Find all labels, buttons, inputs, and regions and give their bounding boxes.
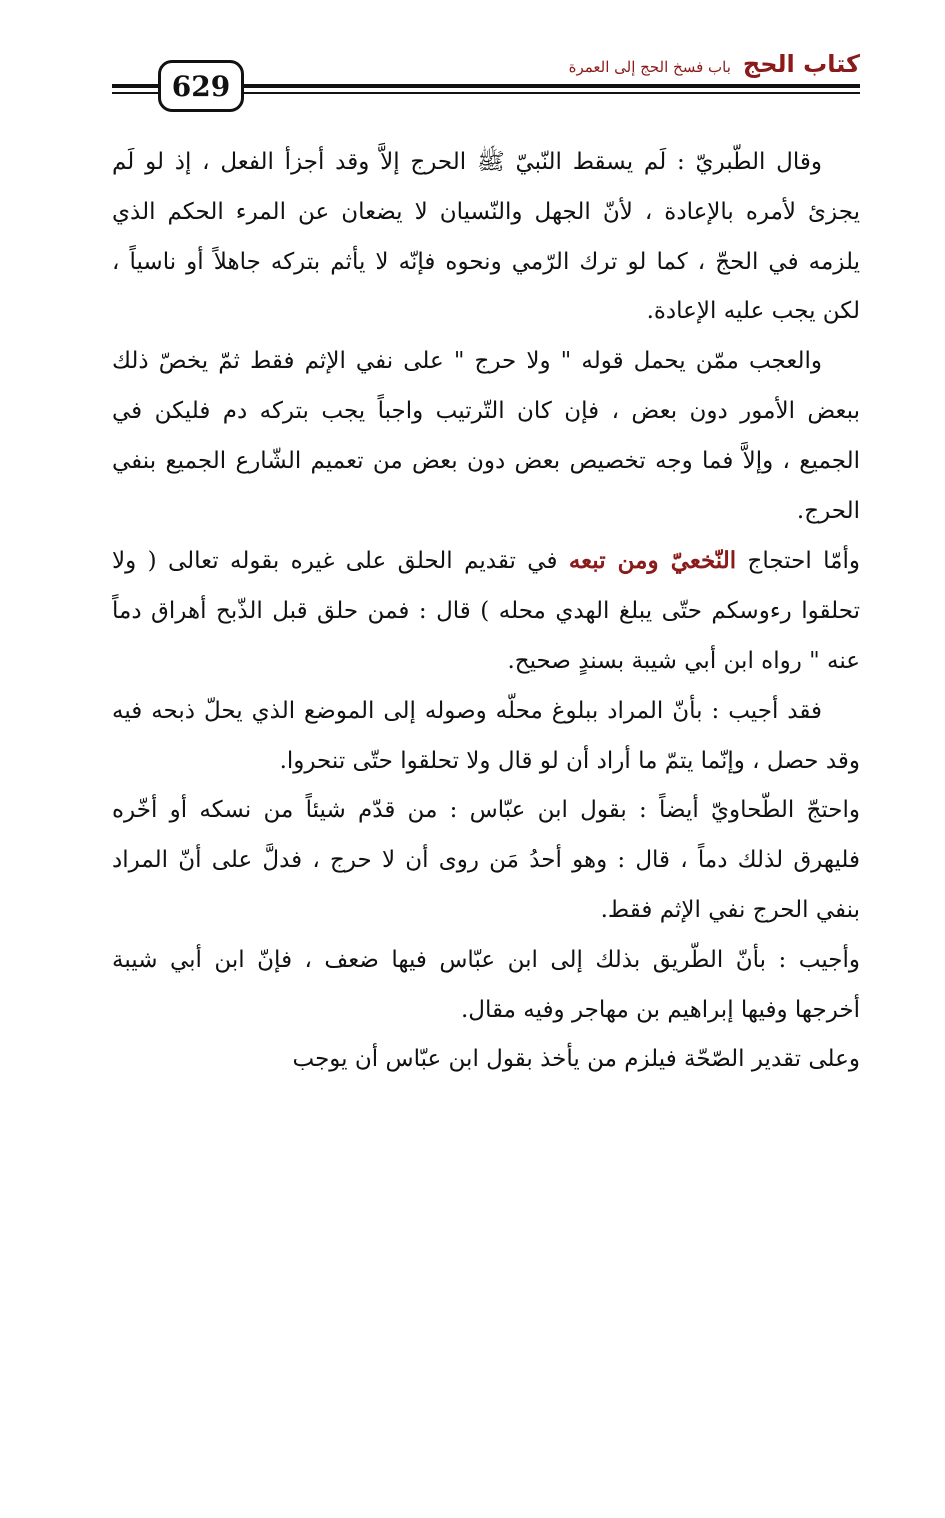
paragraph-5: واحتجّ الطّحاويّ أيضاً : بقول ابن عبّاس : من قدّم شيئاً من نسكه أو أخّره فليهرق لذلك دماً ، قال : وهو أحدُ مَن روى أن لا حرج ، فدلَّ على أنّ المراد بنفي الحرج نفي الإثم فقط. <box>112 797 860 923</box>
page-header <box>112 50 860 130</box>
chapter-title: باب فسخ الحج إلى العمرة <box>568 58 731 76</box>
page-body <box>112 138 860 1085</box>
paragraph-7: وعلى تقدير الصّحّة فيلزم من يأخذ بقول ابن عبّاس أن يوجب <box>292 1046 860 1073</box>
paragraph-6: وأجيب : بأنّ الطّريق بذلك إلى ابن عبّاس فيها ضعف ، فإنّ ابن أبي شيبة أخرجها وفيها إبراهيم بن مهاجر وفيه مقال. <box>112 946 860 1023</box>
paragraph-1: وقال الطّبريّ : لَم يسقط النّبيّ ﷺ الحرج إلاَّ وقد أجزأ الفعل ، إذ لو لَم يجزئ لأمره بالإعادة ، لأنّ الجهل والنّسيان لا يضعان عن المرء الحكم الذي يلزمه في الحجّ ، كما لو ترك الرّمي ونحوه فإنّه لا يأثم بتركه جاهلاً أو ناسياً ، لكن يجب عليه الإعادة. <box>112 149 860 325</box>
paragraph-3 <box>112 536 860 686</box>
header-titles <box>569 50 860 84</box>
paragraph-3-after: في تقديم الحلق على غيره بقوله تعالى ( ولا تحلقوا رءوسكم حتّى يبلغ الهدي محله ) قال : فمن حلق قبل الذّبح أهراق دماً عنه " رواه ابن أبي شيبة بسندٍ صحيح. <box>112 548 860 674</box>
highlighted-names: النّخعيّ ومن تبعه <box>568 547 737 575</box>
paragraph-2: والعجب ممّن يحمل قوله " ولا حرج " على نفي الإثم فقط ثمّ يخصّ ذلك ببعض الأمور دون بعض ، فإن كان التّرتيب واجباً يجب بتركه دم فليكن في الجميع ، وإلاَّ فما وجه تخصيص بعض دون بعض من تعميم الشّارع الجميع بنفي الحرج. <box>112 348 860 524</box>
book-title: كتاب الحج <box>742 50 860 78</box>
page-number: 629 <box>158 60 244 112</box>
paragraph-3-before: وأمّا احتجاج <box>736 548 860 575</box>
paragraph-4: فقد أجيب : بأنّ المراد ببلوغ محلّه وصوله إلى الموضع الذي يحلّ ذبحه فيه وقد حصل ، وإنّما يتمّ ما أراد أن لو قال ولا تحلقوا حتّى تنحروا. <box>112 697 860 774</box>
